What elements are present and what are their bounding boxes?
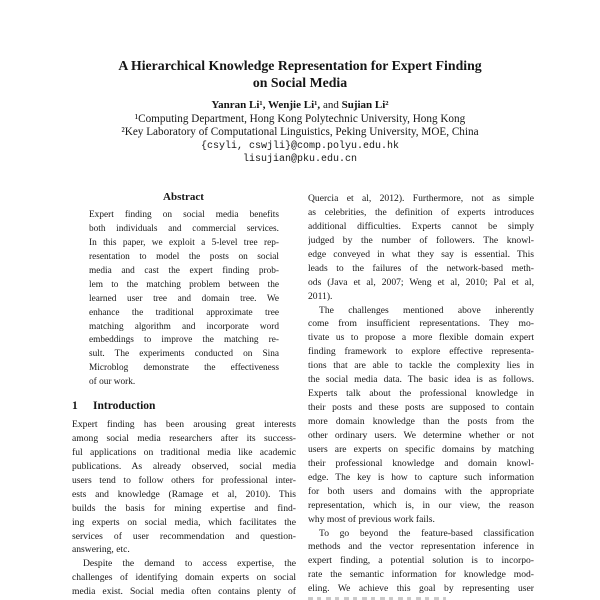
text-line: ful applications on traditional media like academic bbox=[72, 446, 296, 458]
text-line: rate the semantic information for knowledge mod- bbox=[308, 569, 534, 581]
text-line: ods (Java et al, 2007; Weng et al, 2010; Pal et al, bbox=[308, 276, 534, 288]
text-line: To go beyond the feature-based classification bbox=[319, 527, 534, 539]
text-line: services of user recommendation and question- bbox=[72, 530, 296, 542]
text-line: as celebrities, the definition of experts introduces bbox=[308, 206, 534, 218]
section-title: Introduction bbox=[93, 400, 156, 412]
paragraph bbox=[72, 418, 296, 557]
text-line: answering, etc. bbox=[72, 544, 130, 556]
paragraph bbox=[308, 192, 534, 304]
section-number: 1 bbox=[72, 400, 78, 412]
text-line: Expert finding has been arousing great interests bbox=[72, 419, 296, 430]
text-line: Expert finding on social media benefits bbox=[89, 210, 279, 220]
text-line: tivate us to propose a more flexible domain expert bbox=[308, 332, 534, 344]
text-line: enhance the traditional approximate tree bbox=[89, 307, 279, 318]
text-line: Experts talk about the professional knowledge in bbox=[308, 388, 534, 400]
text-line: the social media data. The basic idea is as follows. bbox=[308, 374, 534, 386]
text-line: In this paper, we exploit a 5-level tree rep- bbox=[89, 237, 279, 248]
paragraph bbox=[72, 557, 296, 599]
text-line: ests and knowledge (Ramage et al, 2010). This bbox=[72, 488, 296, 500]
text-line: resentation to model the posts on social bbox=[89, 251, 279, 262]
section-1-heading bbox=[72, 399, 295, 413]
text-line: media and cast the expert finding prob- bbox=[89, 265, 279, 276]
text-line: of our work. bbox=[89, 377, 136, 388]
text-line: methods and the vector representation inference in bbox=[308, 541, 534, 553]
text-line: why most of previous work fails. bbox=[308, 513, 435, 525]
text-line: more domain knowledge than the posts from the bbox=[308, 416, 534, 427]
text-line: users are experts on specific domains by matching bbox=[308, 443, 534, 455]
paper-title-line2: on Social Media bbox=[252, 75, 348, 90]
text-line: their professional knowledge and domain knowl- bbox=[308, 457, 534, 469]
author-connector: and bbox=[320, 99, 342, 111]
text-line: Despite the demand to access expertise, the bbox=[83, 558, 296, 570]
right-column-body bbox=[308, 192, 534, 596]
affiliation-1: ¹Computing Department, Hong Kong Polytechnic University, Hong Kong bbox=[134, 113, 466, 125]
text-line: edge conveyed in what they say is essential. This bbox=[308, 248, 534, 260]
text-line: other ordinary users. We determine whether or not bbox=[308, 429, 534, 441]
text-line: Quercia et al, 2012). Furthermore, not as simple bbox=[308, 193, 534, 204]
text-line: both individuals and commercial services. bbox=[89, 223, 279, 234]
affiliation-2: ²Key Laboratory of Computational Linguistics, Peking University, MOE, China bbox=[121, 126, 479, 138]
author-group-1: Yanran Li¹, Wenjie Li¹, bbox=[211, 99, 321, 111]
text-line: among social media researchers after its success- bbox=[72, 432, 296, 444]
paper-title-line1: A Hierarchical Knowledge Representation for Expert Finding bbox=[118, 58, 482, 73]
text-line: lem to the matching problem between the bbox=[89, 279, 279, 290]
text-line: edge. The key is how to capture such information bbox=[308, 471, 534, 483]
text-line: sult. The experiments conducted on Sina bbox=[89, 349, 279, 360]
text-line: media exist. Social media often contains plenty of bbox=[72, 586, 296, 598]
text-line: come from insufficient representations. They mo- bbox=[308, 318, 534, 330]
paragraph bbox=[308, 527, 534, 597]
text-line: finding framework to explore effective representa- bbox=[308, 346, 534, 358]
email-line-1: {csyli, cswjli}@comp.polyu.edu.hk bbox=[200, 141, 400, 152]
text-line: Microblog demonstrate the effectiveness bbox=[89, 363, 279, 374]
text-line: judged by the number of followers. The knowl- bbox=[308, 234, 534, 246]
text-line: ing experts on social media, which facilitates the bbox=[72, 516, 296, 528]
text-line: challenges of identifying domain experts on social bbox=[72, 572, 296, 584]
abstract-body bbox=[89, 209, 279, 390]
author-group-2: Sujian Li² bbox=[341, 99, 389, 111]
authors-line bbox=[0, 99, 600, 112]
text-line: users tend to follow others for professional inter- bbox=[72, 474, 296, 486]
text-line: learned user tree and domain tree. We bbox=[89, 293, 279, 304]
text-line: matching algorithm and incorporate word bbox=[89, 321, 279, 332]
introduction-body bbox=[72, 418, 296, 599]
text-line: expert finding, a potential solution is to incorpo- bbox=[308, 555, 534, 567]
text-line: The challenges mentioned above inherently bbox=[319, 304, 534, 316]
text-line: their posts and these posts are supposed to contain bbox=[308, 402, 534, 414]
text-line: leads to the failures of the network-based meth- bbox=[308, 262, 534, 274]
text-line: tions that are able to tackle the complexity lies in bbox=[308, 360, 534, 372]
paragraph bbox=[308, 304, 534, 527]
abstract-heading: Abstract bbox=[163, 191, 204, 203]
email-line-2: lisujian@pku.edu.cn bbox=[242, 154, 358, 165]
text-line: representation, which is, in our view, the reason bbox=[308, 499, 534, 511]
paragraph bbox=[89, 209, 279, 390]
text-line: 2011). bbox=[308, 290, 333, 302]
text-line: for both users and domains with the appropriate bbox=[308, 485, 534, 497]
text-line: publications. As already observed, social media bbox=[72, 460, 296, 472]
text-line: additional difficulties. Experts cannot be simply bbox=[308, 220, 534, 232]
text-line: embeddings to improve the matching re- bbox=[89, 335, 279, 346]
text-line: eling. We achieve this goal by representing user bbox=[308, 583, 534, 595]
text-line: builds the basis for mining expertise and find- bbox=[72, 502, 296, 514]
